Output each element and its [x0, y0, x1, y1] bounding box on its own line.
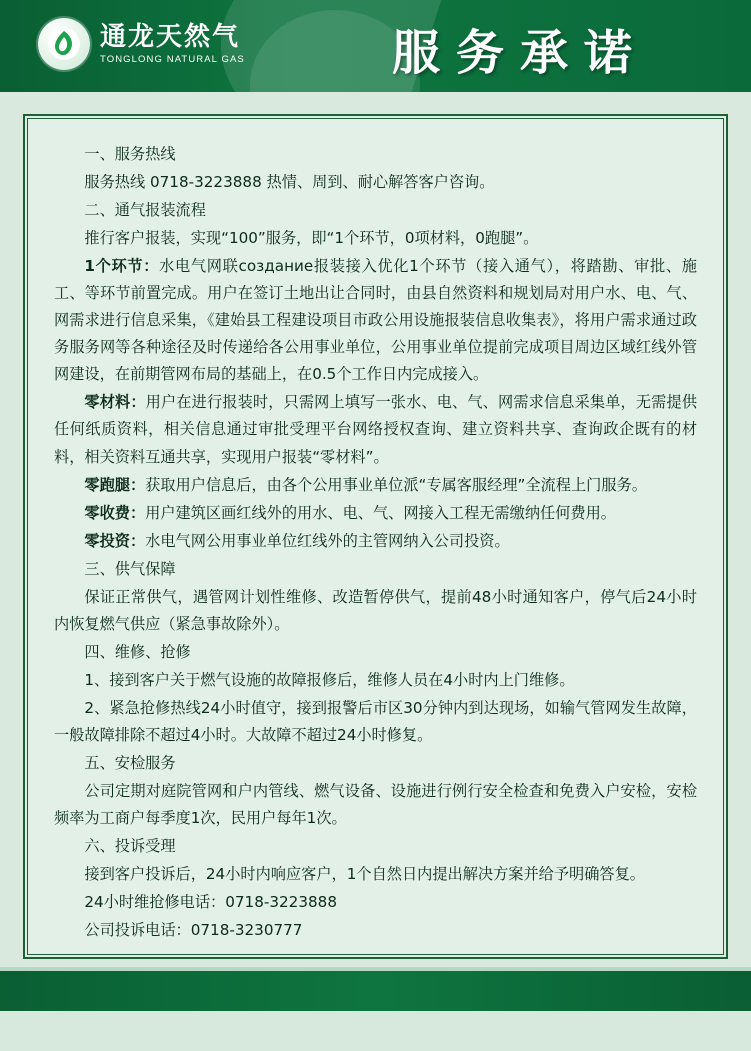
section-body [54, 528, 697, 555]
lead-text: 用户建筑区画红线外的用水、电、气、网接入工程无需缴纳任何费用。 [145, 503, 616, 522]
company-logo [38, 18, 245, 70]
poster-footer [0, 971, 751, 1011]
section-body: 公司定期对庭院管网和户内管线、燃气设备、设施进行例行安全检查和免费入户安检，安检频率为工商户每季度1次，民用户每年1次。 [54, 782, 697, 828]
logo-text-block [100, 23, 245, 65]
section-body: 推行客户报装，实现“100”服务，即“1个环节，0项材料，0跑腿”。 [84, 229, 539, 248]
section-heading: 四、维修、抢修 [84, 642, 191, 661]
section-body [54, 500, 697, 527]
lead-label: 1个环节： [84, 257, 160, 276]
lead-label: 零材料： [84, 393, 146, 412]
section-body: 接到客户投诉后，24小时内响应客户，1个自然日内提出解决方案并给予明确答复。 [84, 865, 645, 884]
logo-company-name-en: TONGLONG NATURAL GAS [100, 54, 245, 66]
emergency-repair-phone: 24小时维抢修电话：0718-3223888 [84, 893, 337, 912]
logo-company-name-cn: 通龙天然气 [100, 21, 241, 52]
section-body [54, 389, 697, 470]
section-heading: 二、通气报装流程 [84, 201, 206, 220]
lead-text: 水电气网公用事业单位红线外的主管网纳入公司投资。 [145, 531, 510, 550]
section-heading: 六、投诉受理 [84, 837, 176, 856]
poster-title: 服务承诺 [391, 25, 648, 81]
poster-header [0, 0, 751, 92]
section-body [54, 253, 697, 388]
section-heading: 五、安检服务 [84, 754, 176, 773]
complaint-phone: 公司投诉电话：0718-3230777 [84, 921, 303, 940]
section-body: 2、紧急抢修热线24小时值守，接到报警后市区30分钟内到达现场，如输气管网发生故障，一般故障排除不超过4小时。大故障不超过24小时修复。 [54, 698, 697, 744]
flame-leaf-icon [38, 18, 90, 70]
lead-text: 用户在进行报装时，只需网上填写一张水、电、气、网需求信息采集单，无需提供任何纸质资料，相关信息通过审批受理平台网络授权查询、建立资料共享、查询政企既有的材料，相关资料互通共享，实现用户报装“零材料”。 [54, 393, 698, 466]
section-body [54, 472, 697, 499]
lead-label: 零跑腿： [84, 475, 146, 494]
section-body: 保证正常供气，遇管网计划性维修、改造暂停供气，提前48小时通知客户，停气后24小时内恢复燃气供应（紧急事故除外）。 [54, 587, 697, 633]
lead-label: 零收费： [84, 503, 146, 522]
section-heading: 三、供气保障 [84, 559, 176, 578]
poster-body [0, 92, 751, 1011]
commitment-content [27, 118, 724, 955]
lead-label: 零投资： [84, 531, 146, 550]
section-body: 1、接到客户关于燃气设施的故障报修后，维修人员在4小时内上门维修。 [84, 670, 575, 689]
lead-text: 水电气网联создание报装接入优化1个环节（接入通气），将踏勘、审批、施工、等环节前置完成。用户在签订土地出让合同时，由县自然资料和规划局对用户水、电、气、网需求进行信息采集，《建始县工程建设项目市政公用设施报装信息收集表》，将用户需求通过政务服务网等各种途径及时传递给各公用事业单位，公用事业单位提前完成项目周边区域红线外管网建设，在前期管网布局的基础上，在0.5个工作日内完成接入。 [54, 257, 697, 384]
lead-text: 获取用户信息后，由各个公用事业单位派“专属客服经理”全流程上门服务。 [145, 475, 647, 494]
section-heading: 一、服务热线 [84, 145, 176, 163]
section-body: 服务热线 0718-3223888 热情、周到、耐心解答客户咨询。 [84, 173, 495, 192]
